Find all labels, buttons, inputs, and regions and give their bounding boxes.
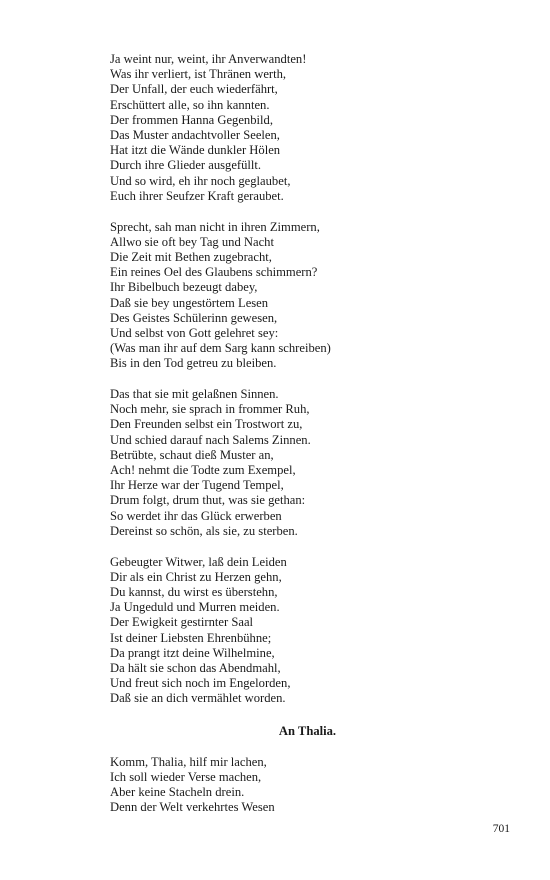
verse-line: Bis in den Tod getreu zu bleiben. (110, 356, 277, 371)
verse-line: Den Freunden selbst ein Trostwort zu, (110, 417, 303, 432)
verse-line: Noch mehr, sie sprach in frommer Ruh, (110, 402, 310, 417)
page-number: 701 (492, 823, 510, 835)
poem-title: An Thalia. (278, 723, 337, 738)
verse-line: Die Zeit mit Bethen zugebracht, (110, 249, 272, 264)
verse-line: Betrübte, schaut dieß Muster an, (110, 447, 274, 462)
stanza-2 (110, 220, 510, 372)
verse-line: Ach! nehmt die Todte zum Exempel, (110, 463, 296, 478)
stanza-next-poem (110, 755, 510, 816)
stanza-1 (110, 52, 510, 204)
verse-line: Und freut sich noch im Engelorden, (110, 676, 291, 691)
verse-line: Der frommen Hanna Gegenbild, (110, 112, 273, 127)
verse-line: Durch ihre Glieder ausgefüllt. (110, 158, 262, 173)
verse-line: Erschüttert alle, so ihn kannten. (110, 97, 270, 112)
verse-line: Das Muster andachtvoller Seelen, (110, 128, 280, 143)
verse-line: Euch ihrer Seufzer Kraft geraubet. (110, 188, 284, 203)
verse-line: Dir als ein Christ zu Herzen gehn, (110, 569, 282, 584)
stanza-3 (110, 387, 510, 539)
verse-line: Hat itzt die Wände dunkler Hölen (110, 143, 281, 158)
verse-line: Ja weint nur, weint, ihr Anverwandten! (110, 52, 307, 66)
verse-line: Dereinst so schön, als sie, zu sterben. (110, 523, 298, 538)
verse-line: Ich soll wieder Verse machen, (110, 770, 262, 785)
verse-line: Ihr Bibelbuch bezeugt dabey, (110, 280, 258, 295)
verse-line: Du kannst, du wirst es überstehn, (110, 585, 278, 599)
verse-line: Des Geistes Schülerinn gewesen, (110, 310, 278, 325)
verse-line: Und schied darauf nach Salems Zinnen. (110, 432, 311, 447)
poem-text (110, 52, 510, 831)
verse-line: Und selbst von Gott gelehret sey: (110, 325, 279, 340)
verse-line: Ja Ungeduld und Murren meiden. (110, 600, 280, 615)
verse-line: Allwo sie oft bey Tag und Nacht (110, 234, 274, 249)
verse-line: Da hält sie schon das Abendmahl, (110, 661, 281, 676)
verse-line: So werdet ihr das Glück erwerben (110, 508, 282, 523)
verse-line: Der Unfall, der euch wiederfährt, (110, 82, 278, 97)
verse-line: Denn der Welt verkehrtes Wesen (110, 800, 275, 815)
verse-line: Ist deiner Liebsten Ehrenbühne; (110, 630, 272, 645)
verse-line: Daß sie an dich vermählet worden. (110, 691, 286, 706)
verse-line: Das that sie mit gelaßnen Sinnen. (110, 387, 279, 402)
verse-line: Gebeugter Witwer, laß dein Leiden (110, 554, 287, 569)
verse-line: Und so wird, eh ihr noch geglaubet, (110, 173, 291, 188)
verse-line: Was ihr verliert, ist Thränen werth, (110, 67, 287, 82)
verse-line: Aber keine Stacheln drein. (110, 785, 245, 800)
verse-line: Drum folgt, drum thut, was sie gethan: (110, 493, 306, 508)
verse-line: Daß sie bey ungestörtem Lesen (110, 295, 269, 310)
verse-line: Sprecht, sah man nicht in ihren Zimmern, (110, 219, 320, 234)
verse-line: Da prangt itzt deine Wilhelmine, (110, 645, 275, 660)
verse-line: Der Ewigkeit gestirnter Saal (110, 615, 254, 630)
verse-line: Ein reines Oel des Glaubens schimmern? (110, 265, 318, 280)
verse-line: Komm, Thalia, hilf mir lachen, (110, 754, 267, 769)
verse-line: (Was man ihr auf dem Sarg kann schreiben) (110, 341, 331, 356)
stanza-4 (110, 555, 510, 707)
verse-line: Ihr Herze war der Tugend Tempel, (110, 478, 284, 493)
